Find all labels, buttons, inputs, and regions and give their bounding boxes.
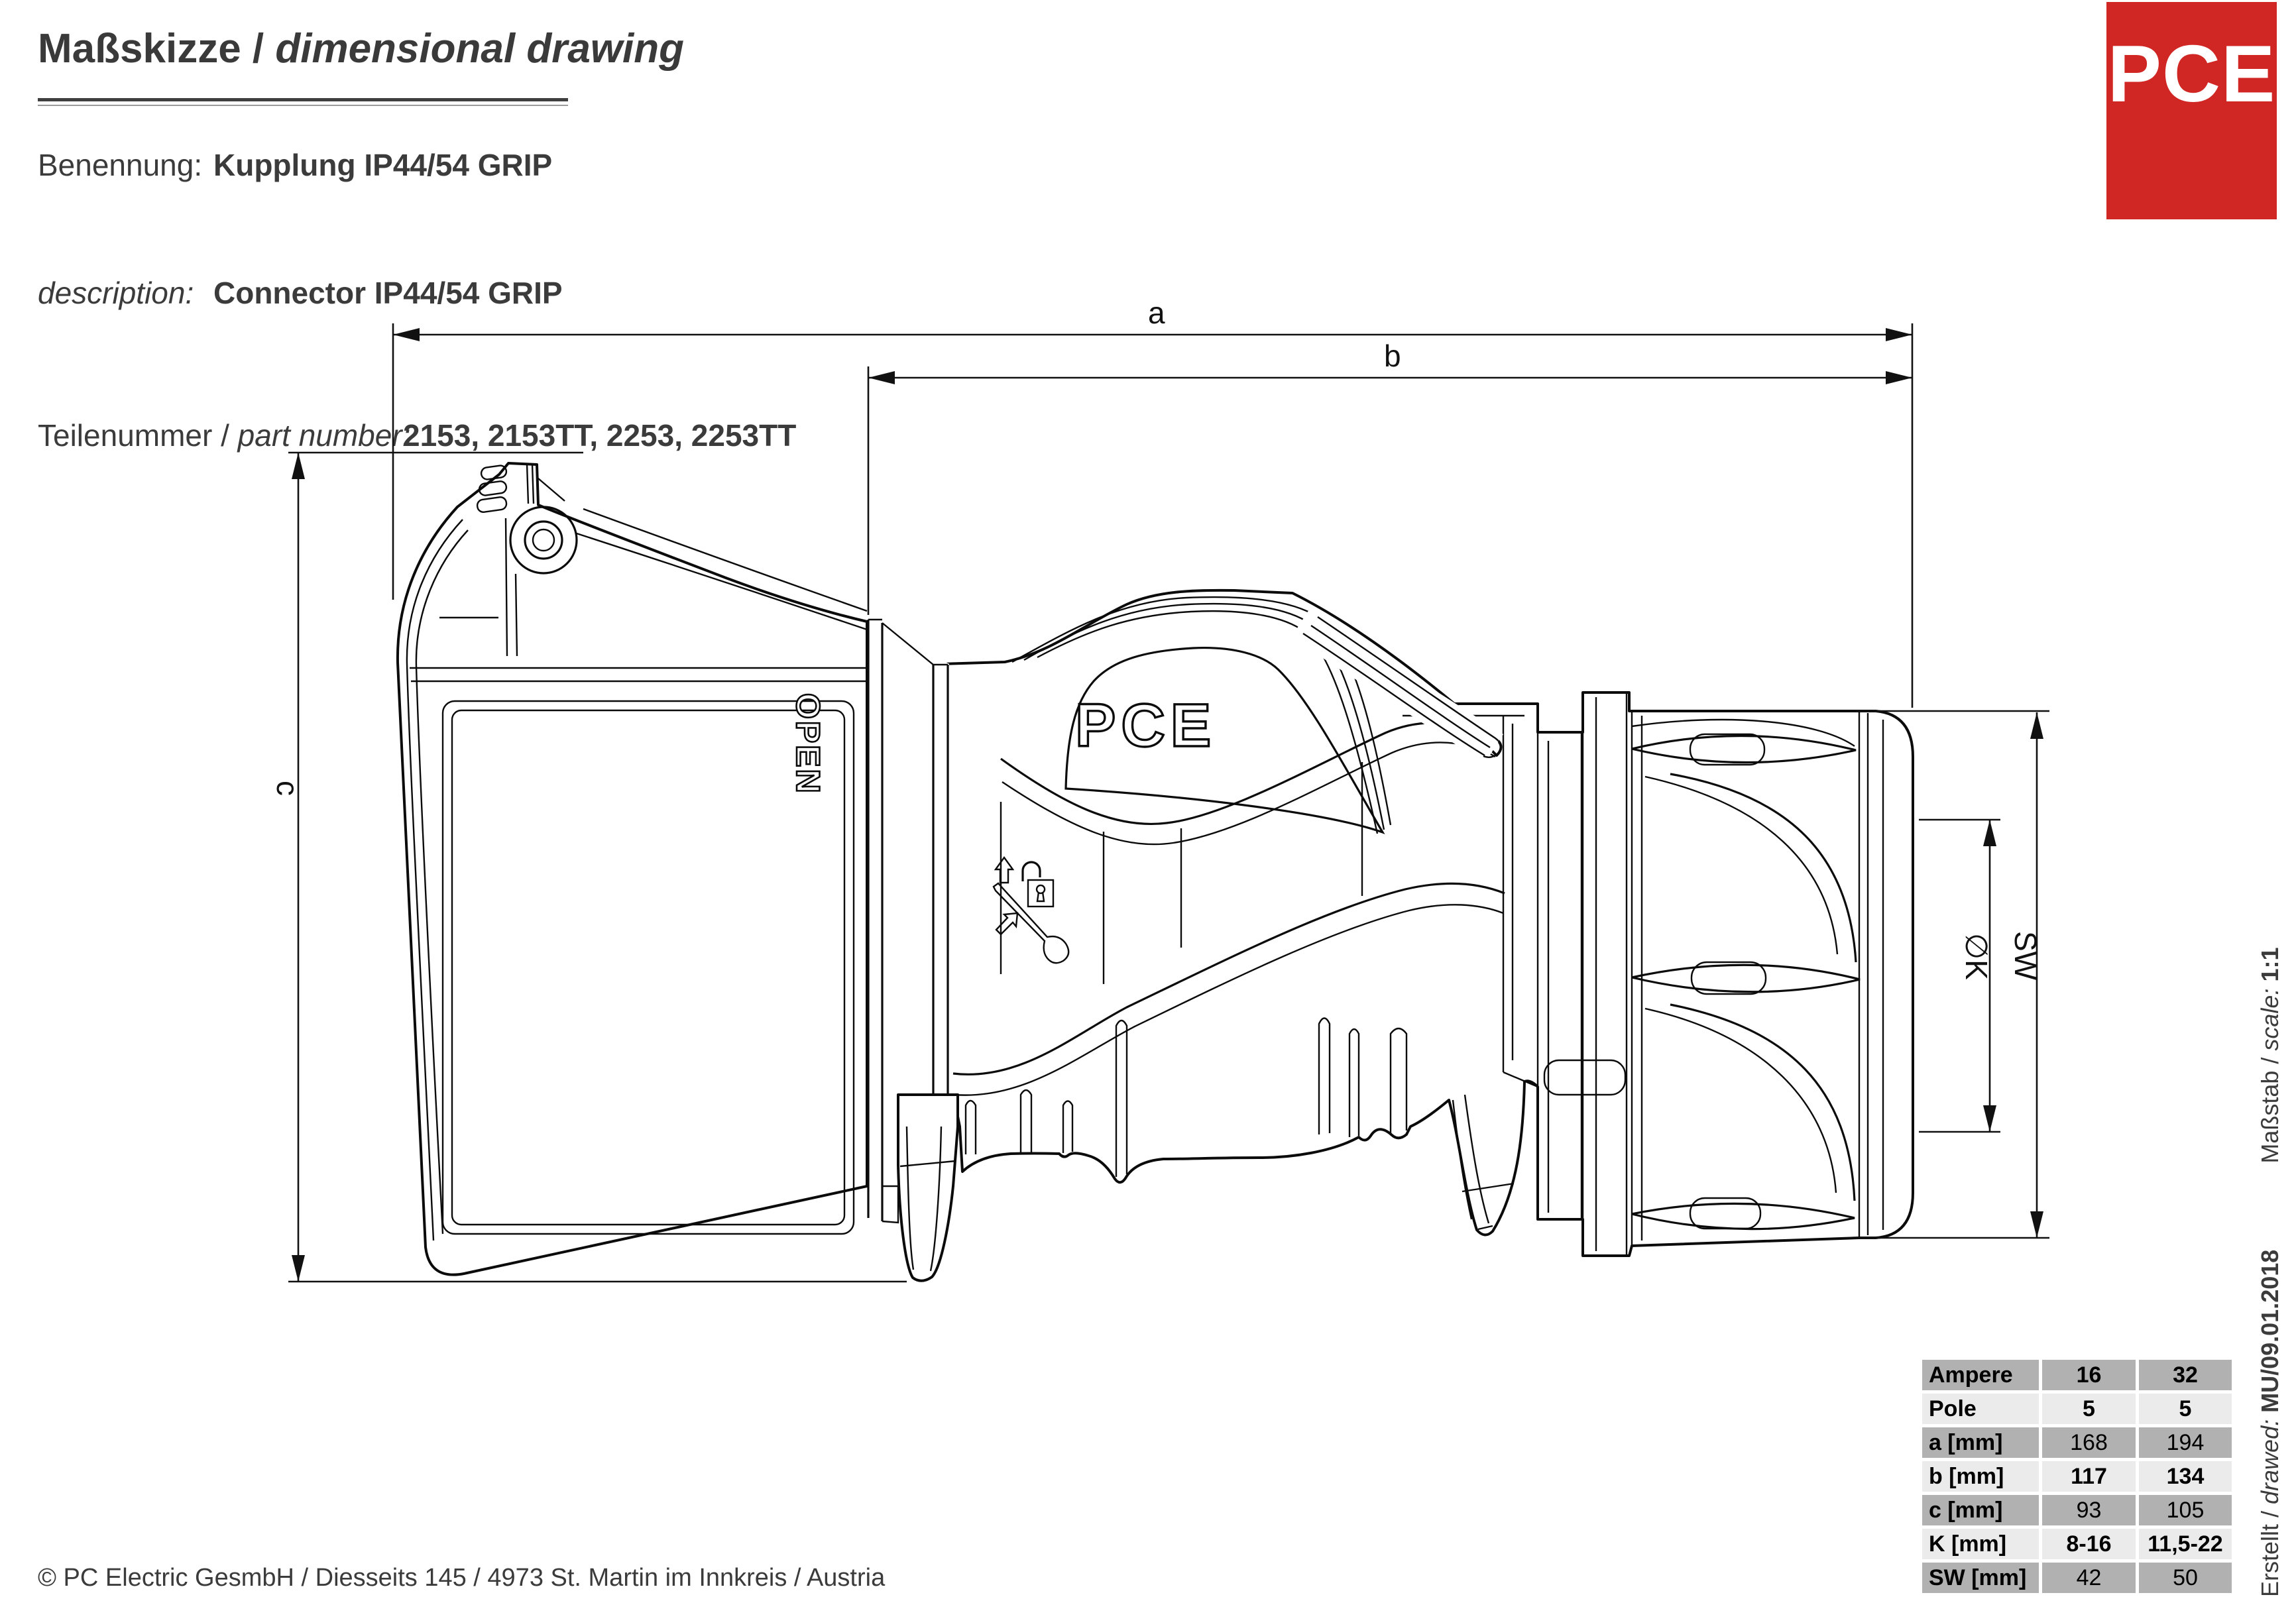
- dim-label-b: b: [1384, 339, 1401, 373]
- created-value: MU/09.01.2018: [2256, 1249, 2283, 1413]
- table-label: Pole: [1922, 1394, 2039, 1424]
- table-cell: 42: [2042, 1563, 2136, 1593]
- table-cell: 16: [2042, 1360, 2136, 1390]
- table-cell: 32: [2139, 1360, 2232, 1390]
- cap-open-text: OPEN: [789, 693, 827, 795]
- hinge-block-lines: [527, 464, 565, 504]
- partnumber-label-en: part number:: [237, 418, 411, 453]
- scale-label-en: scale:: [2256, 988, 2283, 1051]
- table-label: SW [mm]: [1922, 1563, 2039, 1593]
- pce-logo-text: PCE: [2107, 28, 2276, 119]
- table-cell: 5: [2042, 1394, 2136, 1424]
- copyright-footer: © PC Electric GesmbH / Diesseits 145 / 4973 St. Martin im Innkreis / Austria: [38, 1564, 886, 1592]
- dim-label-k: ∅K: [1959, 933, 1994, 980]
- benennung-value: Kupplung IP44/54 GRIP: [213, 148, 553, 182]
- table-cell: 134: [2139, 1461, 2232, 1492]
- dim-label-c: c: [270, 781, 305, 796]
- partnumber-value: 2153, 2153TT, 2253, 2253TT: [403, 418, 797, 453]
- description-value: Connector IP44/54 GRIP: [213, 276, 563, 310]
- dim-label-sw: SW: [2008, 931, 2043, 981]
- table-cell: 50: [2139, 1563, 2232, 1593]
- partnumber-label-de: Teilenummer /: [38, 418, 238, 453]
- dim-label-a: a: [1148, 296, 1165, 330]
- spec-table: [1922, 1360, 2232, 1593]
- scale-value: 1:1: [2256, 947, 2283, 982]
- body-brand-text: PCE: [1075, 692, 1217, 759]
- table-cell: 93: [2042, 1495, 2136, 1525]
- table-cell: 5: [2139, 1394, 2232, 1424]
- grip-left-fang: [898, 1095, 958, 1281]
- table-label: Ampere: [1922, 1360, 2039, 1390]
- description-label: description:: [38, 276, 194, 310]
- drawing-meta-vertical-text: [2256, 948, 2284, 1597]
- title-de: Maßskizze /: [38, 26, 264, 72]
- created-label: Erstellt /: [2256, 1504, 2283, 1597]
- table-cell: 8-16: [2042, 1529, 2136, 1559]
- cap-outline: [398, 463, 867, 1275]
- benennung-label: Benennung:: [38, 148, 203, 182]
- scale-label: Maßstab /: [2256, 1050, 2283, 1164]
- table-cell: 117: [2042, 1461, 2136, 1492]
- table-label: K [mm]: [1922, 1529, 2039, 1559]
- created-label-en: drawed:: [2256, 1419, 2283, 1504]
- table-label: c [mm]: [1922, 1495, 2039, 1525]
- title-en: dimensional drawing: [264, 26, 684, 72]
- table-label: b [mm]: [1922, 1461, 2039, 1492]
- table-cell: 168: [2042, 1427, 2136, 1458]
- table-cell: 11,5-22: [2139, 1529, 2232, 1559]
- table-label: a [mm]: [1922, 1427, 2039, 1458]
- table-cell: 105: [2139, 1495, 2232, 1525]
- table-cell: 194: [2139, 1427, 2232, 1458]
